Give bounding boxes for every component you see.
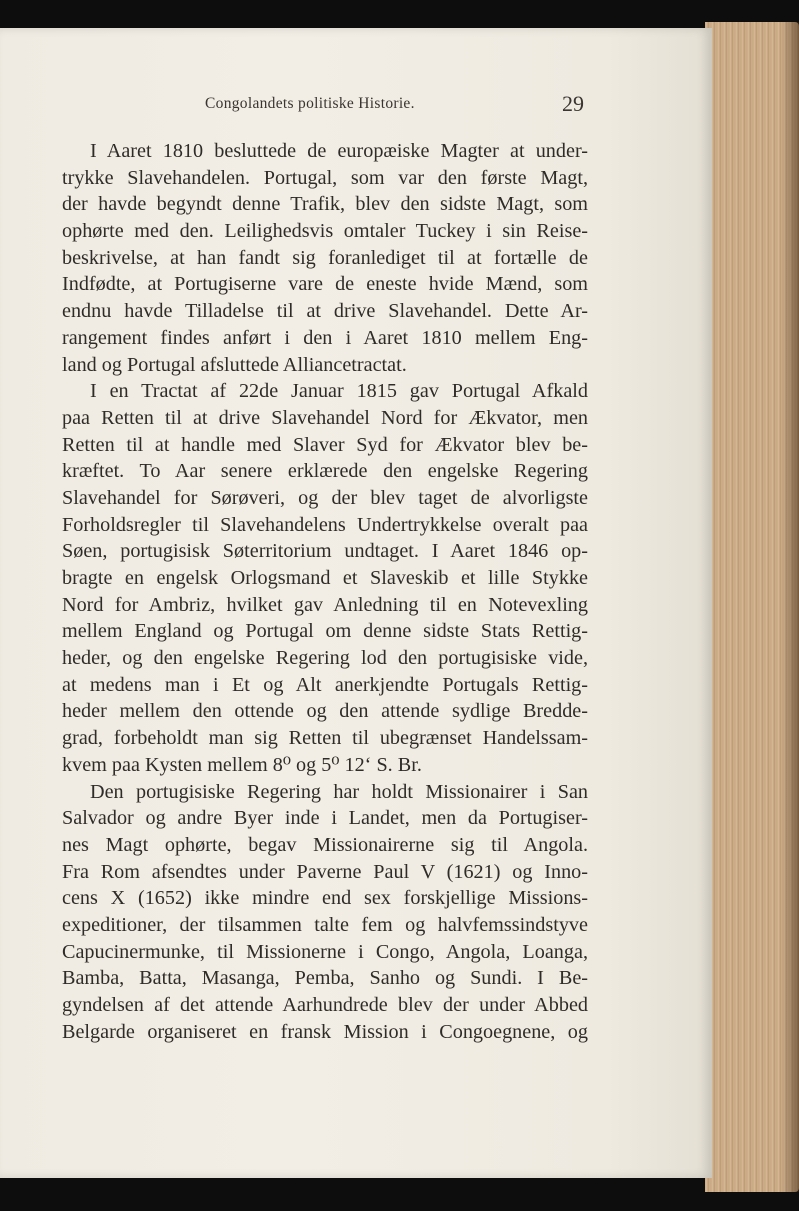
- text-line: bragte en engelsk Orlogsmand et Slaveskib et lille Stykke: [62, 567, 588, 589]
- text-line: cens X (1652) ikke mindre end sex forskjellige Missions-: [62, 887, 588, 910]
- text-line: trykke Slavehandelen. Portugal, som var den første Magt,: [62, 166, 588, 189]
- text-line: at medens man i Et og Alt anerkjendte Portugals Rettig-: [62, 673, 588, 696]
- text-line: mellem England og Portugal om denne sidste Stats Rettig-: [62, 620, 588, 643]
- text-line: Salvador og andre Byer inde i Landet, men da Portugiser-: [62, 807, 588, 830]
- text-line: Slavehandel for Sørøveri, og der blev taget de alvorligste: [62, 486, 588, 509]
- text-line: heder mellem den ottende og den attende sydlige Bredde-: [62, 700, 588, 723]
- text-line: rangement findes anført i den i Aaret 1810 mellem Eng-: [62, 326, 588, 349]
- text-line: paa Retten til at drive Slavehandel Nord for Ækvator, men: [62, 406, 588, 429]
- text-line: Capucinermunke, til Missionerne i Congo, Angola, Loanga,: [62, 940, 588, 963]
- text-line: Belgarde organiseret en fransk Mission i Congoegnene, og: [62, 1020, 588, 1043]
- text-line: endnu havde Tilladelse til at drive Slavehandel. Dette Ar-: [62, 300, 588, 323]
- text-line: nes Magt ophørte, begav Missionairerne sig til Angola.: [62, 833, 588, 856]
- book-page-edges: [705, 22, 799, 1192]
- text-line: Den portugisiske Regering har holdt Missionairer i San: [90, 780, 588, 803]
- text-line: Søen, portugisisk Søterritorium undtaget. I Aaret 1846 op-: [62, 540, 588, 563]
- text-line: Indfødte, at Portugiserne vare de eneste hvide Mænd, som: [62, 273, 588, 296]
- text-line: I Aaret 1810 besluttede de europæiske Magter at under-: [90, 140, 588, 162]
- text-line: heder, og den engelske Regering lod den portugisiske vide,: [62, 647, 588, 670]
- text-line: der havde begyndt denne Trafik, blev den sidste Magt, som: [62, 193, 588, 216]
- text-line: Nord for Ambriz, hvilket gav Anledning til en Notevexling: [62, 593, 588, 616]
- text-line: Retten til at handle med Slaver Syd for Ækvator blev be-: [62, 433, 588, 456]
- text-line: ophørte med den. Leilighedsvis omtaler Tuckey i sin Reise-: [62, 220, 588, 243]
- text-line: expeditioner, der tilsammen talte fem og halvfemssindstyve: [62, 913, 588, 936]
- text-line: Fra Rom afsendtes under Paverne Paul V (1621) og Inno-: [62, 860, 588, 883]
- text-line: kvem paa Kysten mellem 8⁰ og 5⁰ 12‘ S. Br.: [62, 753, 422, 776]
- text-line: Forholdsregler til Slavehandelens Undertrykkelse overalt paa: [62, 513, 588, 536]
- text-line: I en Tractat af 22de Januar 1815 gav Portugal Afkald: [90, 380, 588, 403]
- text-line: beskrivelse, at han fandt sig foranlediget til at fortælle de: [62, 246, 588, 269]
- text-line: land og Portugal afsluttede Alliancetractat.: [62, 353, 407, 376]
- text-line: grad, forbeholdt man sig Retten til ubegrænset Handelssam-: [62, 727, 588, 750]
- text-line: Bamba, Batta, Masanga, Pemba, Sanho og Sundi. I Be-: [62, 967, 588, 990]
- text-line: gyndelsen af det attende Aarhundrede blev der under Abbed: [62, 994, 588, 1016]
- text-line: kræftet. To Aar senere erklærede den engelske Regering: [62, 460, 588, 483]
- page-number: 29: [562, 91, 584, 116]
- running-title: Congolandets politiske Historie.: [205, 95, 415, 112]
- page-header: [0, 91, 712, 125]
- body-text: [62, 138, 588, 1045]
